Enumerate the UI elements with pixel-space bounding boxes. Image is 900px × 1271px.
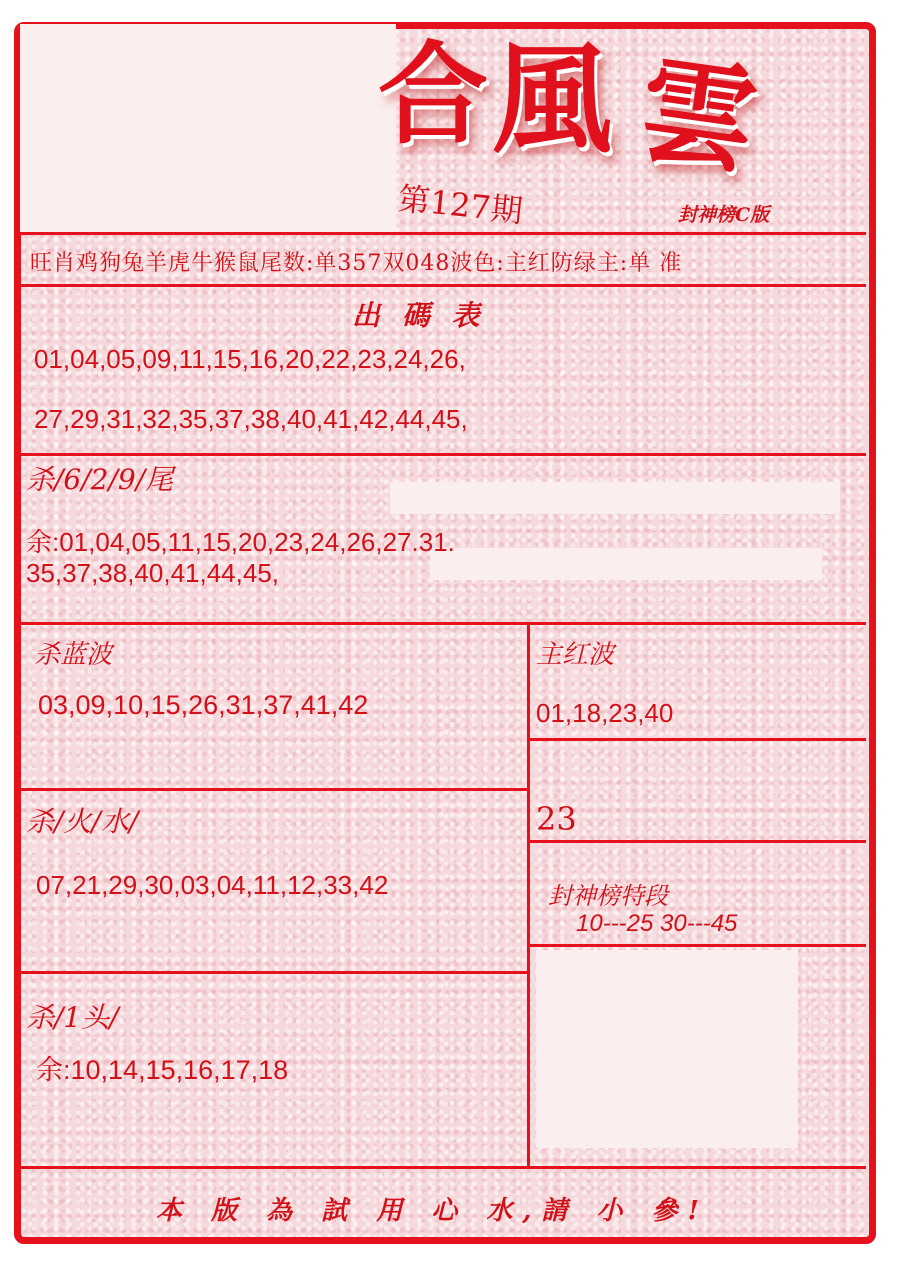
issue-number: 第127期 <box>396 179 525 231</box>
title-char-yun: 雲 <box>631 40 765 192</box>
fengshen-segment-range: 10---25 30---45 <box>576 910 738 937</box>
kill-blue-heading: 杀蓝波 <box>34 640 113 670</box>
divider-tail <box>21 622 866 625</box>
title-char-he: 合 <box>378 30 488 159</box>
divider-chuma <box>21 453 866 456</box>
fengshen-segment-heading: 封神榜特段 <box>548 882 668 910</box>
divider-right-1 <box>527 738 866 741</box>
main-red-heading: 主红波 <box>536 640 615 670</box>
kill-tail-line-1: 余:01,04,05,11,15,20,23,24,26,27.31. <box>26 527 455 557</box>
footer-note: 本 版 為 試 用 心 水,請 小 參! <box>156 1196 709 1226</box>
divider-top <box>21 232 866 235</box>
masked-strip-2 <box>430 548 822 580</box>
divider-footer <box>21 1166 866 1169</box>
chuma-line-1: 01,04,05,09,11,15,16,20,22,23,24,26, <box>34 344 466 374</box>
main-red-numbers: 01,18,23,40 <box>536 698 674 728</box>
kill-fire-water-heading: 杀/火/水/ <box>26 805 139 838</box>
info-row-text: 旺肖鸡狗兔羊虎牛猴鼠尾数:单357双048波色:主红防绿主:单 准 <box>30 251 683 276</box>
title-char-feng: 風 <box>492 29 612 170</box>
kill-fire-water-numbers: 07,21,29,30,03,04,11,12,33,42 <box>36 870 389 900</box>
kill-head-heading: 杀/1头/ <box>26 1001 119 1034</box>
kill-tail-heading: 杀/6/2/9/尾 <box>26 463 174 496</box>
divider-right-2 <box>527 840 866 843</box>
divider-vertical <box>527 622 530 1168</box>
divider-info <box>21 284 866 287</box>
edition-label: 封神榜C版 <box>678 204 770 226</box>
divider-right-3 <box>527 944 866 947</box>
chuma-line-2: 27,29,31,32,35,37,38,40,41,42,44,45, <box>34 404 468 434</box>
divider-left-2 <box>21 971 529 974</box>
chuma-heading: 出 碼 表 <box>352 299 486 332</box>
masked-logo-area <box>20 24 396 232</box>
divider-left-1 <box>21 788 529 791</box>
kill-head-numbers: 余:10,14,15,16,17,18 <box>36 1055 289 1085</box>
masked-strip-1 <box>390 482 840 514</box>
kill-tail-line-2: 35,37,38,40,41,44,45, <box>26 558 280 588</box>
masked-box <box>536 950 798 1148</box>
special-number: 23 <box>536 800 577 838</box>
kill-blue-numbers: 03,09,10,15,26,31,37,41,42 <box>38 690 369 720</box>
